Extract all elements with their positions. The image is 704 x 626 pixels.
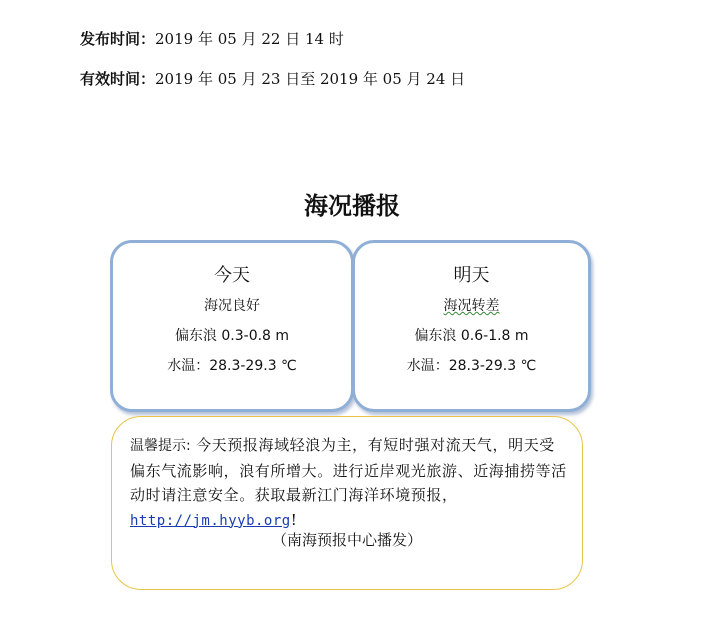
tip-body: 今天预报海域轻浪为主，有短时强对流天气，明天受偏东气流影响，浪有所增大。进行近岸观光旅游、近海捕捞等活动时请注意安全。获取最新江门海洋环境预报， (130, 436, 567, 504)
forecast-card-today (110, 240, 354, 412)
card-condition (355, 295, 588, 315)
card-water-temp: 水温：28.3-29.3 ℃ (406, 358, 537, 374)
card-day: 明天 (453, 265, 490, 286)
publish-time-value: 2019 年 05 月 22 日 14 时 (155, 30, 344, 48)
tip-text (130, 433, 570, 533)
tip-after-link: ! (290, 510, 298, 529)
publish-time-label: 发布时间： (80, 30, 156, 48)
valid-time (80, 68, 465, 89)
valid-time-value: 2019 年 05 月 23 日至 2019 年 05 月 24 日 (155, 70, 466, 88)
valid-time-label: 有效时间： (80, 70, 156, 88)
card-wave: 偏东浪 0.3-0.8 m (174, 328, 290, 344)
card-day: 今天 (214, 265, 250, 286)
card-condition: 海况良好 (204, 298, 260, 314)
tip-source: （南海预报中心播发） (271, 531, 422, 549)
tip-box (111, 416, 583, 590)
card-condition-text: 海况转差 (443, 298, 500, 314)
forecast-card-tomorrow (352, 240, 591, 412)
card-water-temp: 水温：28.3-29.3 ℃ (167, 358, 297, 374)
publish-time (80, 28, 344, 49)
card-wave: 偏东浪 0.6-1.8 m (414, 328, 529, 344)
forecast-link[interactable]: http://jm.hyyb.org (130, 512, 291, 529)
tip-heading: 温馨提示: (130, 438, 191, 454)
page-title: 海况播报 (304, 192, 400, 220)
